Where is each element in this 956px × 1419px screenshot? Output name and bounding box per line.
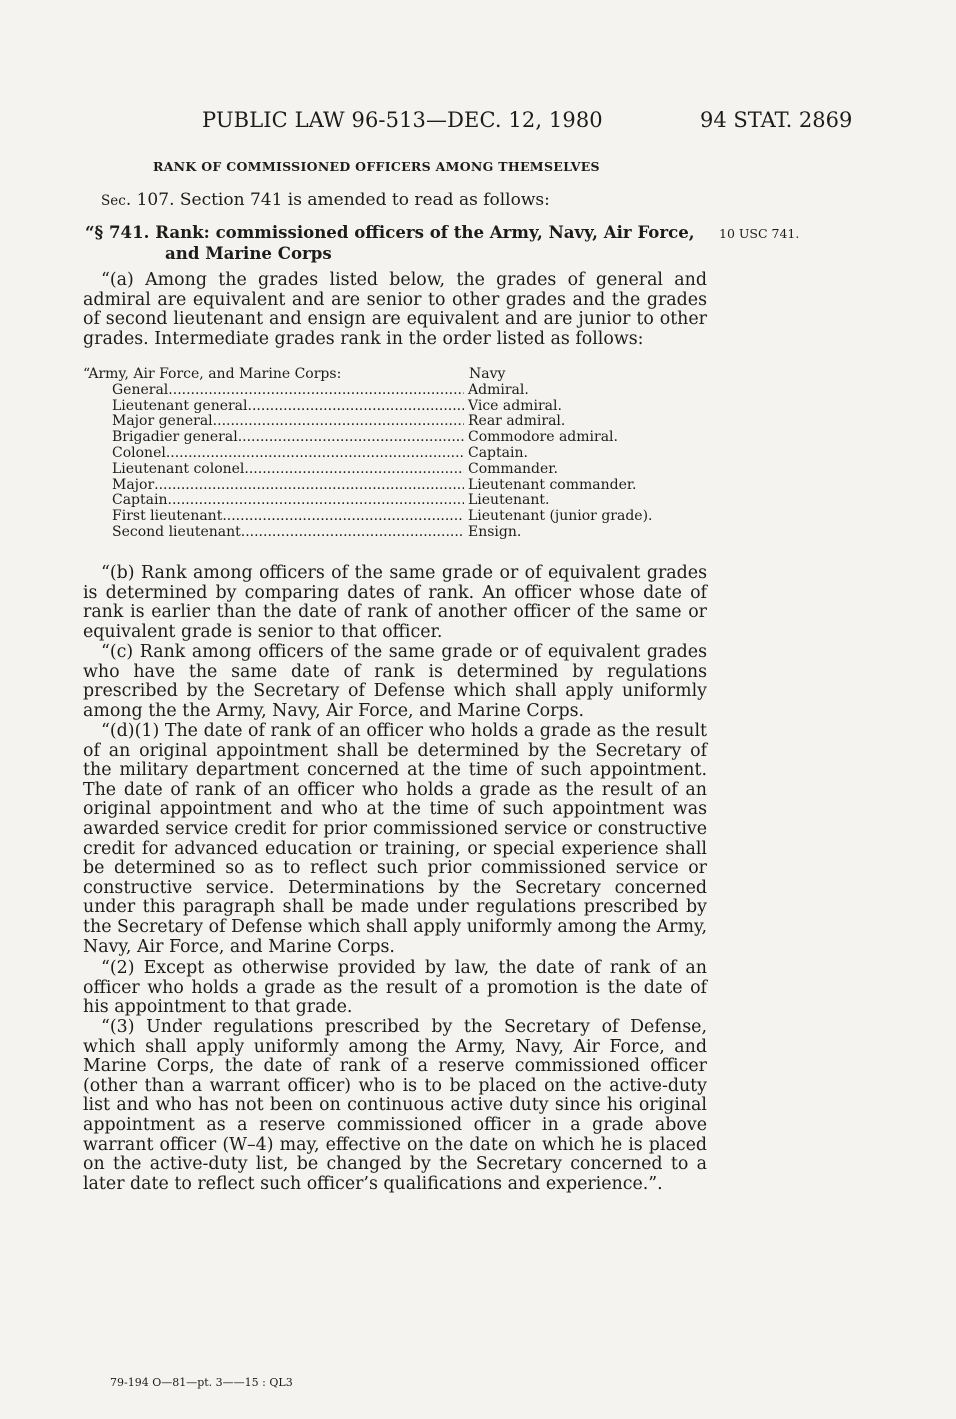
dot-leader (244, 462, 464, 478)
print-footer: 79-194 O—81—pt. 3——15 : QL3 (110, 1376, 293, 1389)
army-grade: Lieutenant colonel (112, 461, 245, 477)
dot-leader (222, 509, 464, 525)
grade-row (83, 414, 707, 430)
dot-leader (213, 414, 464, 430)
grade-row (83, 399, 707, 415)
navy-grade: Commander. (468, 460, 558, 477)
army-grade-cell (112, 446, 468, 462)
dot-leader (241, 525, 464, 541)
navy-grade: Lieutenant. (468, 492, 550, 509)
navy-grade: Rear admiral. (468, 413, 566, 430)
army-grade-cell (112, 430, 468, 446)
statute-page-number: 94 STAT. 2869 (700, 108, 853, 132)
army-column-header: “Army, Air Force, and Marine Corps: (83, 366, 342, 382)
army-grade: General (112, 382, 169, 398)
dot-leader (168, 383, 464, 399)
navy-grade: Ensign. (468, 523, 522, 540)
grade-row (83, 446, 707, 462)
dot-leader (168, 493, 465, 509)
paragraph-d1: “(d)(1) The date of rank of an officer who holds a grade as the result of an original appointment shall be determined by the Secretary of the military department concerned at the time of such appointment. The date of rank of an officer who holds a grade as the result of an original appointment and who at the time of such appointment was awarded service credit for prior commissioned service or constructive credit for advanced education or training, or special experience shall be determined so as to reflect such prior commissioned service or constructive service. Determinations by the Secretary concerned under this paragraph shall be made under regulations prescribed by the Secretary of Defense which shall apply uniformly among the Army, Navy, Air Force, and Marine Corps. (83, 721, 707, 957)
dot-leader (238, 430, 464, 446)
navy-column-header: Navy (469, 366, 506, 382)
section-heading: RANK OF COMMISSIONED OFFICERS AMONG THEMSELVES (153, 159, 600, 174)
section-107-intro (101, 190, 550, 210)
paragraph-d3: “(3) Under regulations prescribed by the Secretary of Defense, which shall apply uniformly among the Army, Navy, Air Force, and Marine Corps, the date of rank of a reserve commissioned officer (other than a warrant officer) who is to be placed on the active-duty list and who has not been on continuous active duty since his original appointment as a reserve commissioned officer in a grade above warrant officer (W–4) may, effective on the date on which he is placed on the active-duty list, be changed by the Secretary concerned to a later date to reflect such officer’s qualifications and experience.”. (83, 1017, 707, 1194)
grade-row (83, 462, 707, 478)
army-grade-cell (112, 509, 468, 525)
army-grade-cell (112, 525, 468, 541)
army-grade-cell (112, 493, 468, 509)
dot-leader (248, 399, 464, 415)
army-grade-cell (112, 478, 468, 494)
army-grade: Second lieutenant (112, 524, 241, 540)
navy-grade: Lieutenant commander. (468, 476, 637, 493)
sec-line-rest: . 107. Section 741 is amended to read as follows: (125, 190, 550, 210)
navy-grade: Vice admiral. (468, 397, 562, 414)
paragraph-b: “(b) Rank among officers of the same grade or of equivalent grades is determined by comparing dates of rank. An officer whose date of rank is earlier than the date of rank of another officer of the same or equivalent grade is senior to that officer. (83, 563, 707, 642)
grade-row (83, 493, 707, 509)
navy-grade: Admiral. (468, 381, 529, 398)
paragraph-d2: “(2) Except as otherwise provided by law, the date of rank of an officer who holds a grade as the result of a promotion is the date of his appointment to that grade. (83, 958, 707, 1018)
army-grade-cell (112, 462, 468, 478)
army-grade: Major (112, 477, 155, 493)
grades-table-header (83, 367, 707, 383)
dot-leader (154, 478, 464, 494)
army-grade: Lieutenant general (112, 398, 248, 414)
dot-leader (166, 446, 464, 462)
grade-row (83, 525, 707, 541)
grade-row (83, 509, 707, 525)
usc-margin-note: 10 USC 741. (719, 226, 800, 241)
grades-table (83, 367, 707, 541)
grade-row (83, 383, 707, 399)
grade-row (83, 430, 707, 446)
section-741-title (85, 222, 710, 264)
title-line-1: “§ 741. Rank: commissioned officers of the Army, Navy, Air Force, (85, 222, 695, 242)
army-grade: Colonel (112, 445, 166, 461)
grades-table-rows (83, 383, 707, 541)
title-line-2: and Marine Corps (165, 243, 332, 263)
army-grade: Captain (112, 493, 168, 509)
army-grade-cell (112, 383, 468, 399)
paragraph-a: “(a) Among the grades listed below, the grades of general and admiral are equivalent and are senior to other grades and the grades of second lieutenant and ensign are equivalent and are junior to other grades. Intermediate grades rank in the order listed as follows: (83, 270, 707, 349)
sec-prefix: Sec (101, 193, 126, 209)
navy-grade: Lieutenant (junior grade). (468, 508, 653, 525)
army-grade-cell (112, 399, 468, 415)
public-law-header: PUBLIC LAW 96-513—DEC. 12, 1980 (202, 108, 603, 132)
army-grade-cell (112, 414, 468, 430)
army-grade: Brigadier general (112, 430, 238, 446)
army-grade: First lieutenant (112, 509, 223, 525)
grade-row (83, 478, 707, 494)
navy-grade: Captain. (468, 444, 528, 461)
army-grade: Major general (112, 414, 213, 430)
paragraph-c: “(c) Rank among officers of the same grade or of equivalent grades who have the same date of rank is determined by regulations prescribed by the Secretary of Defense which shall apply uniformly among the the Army, Navy, Air Force, and Marine Corps. (83, 642, 707, 721)
navy-grade: Commodore admiral. (468, 429, 618, 446)
